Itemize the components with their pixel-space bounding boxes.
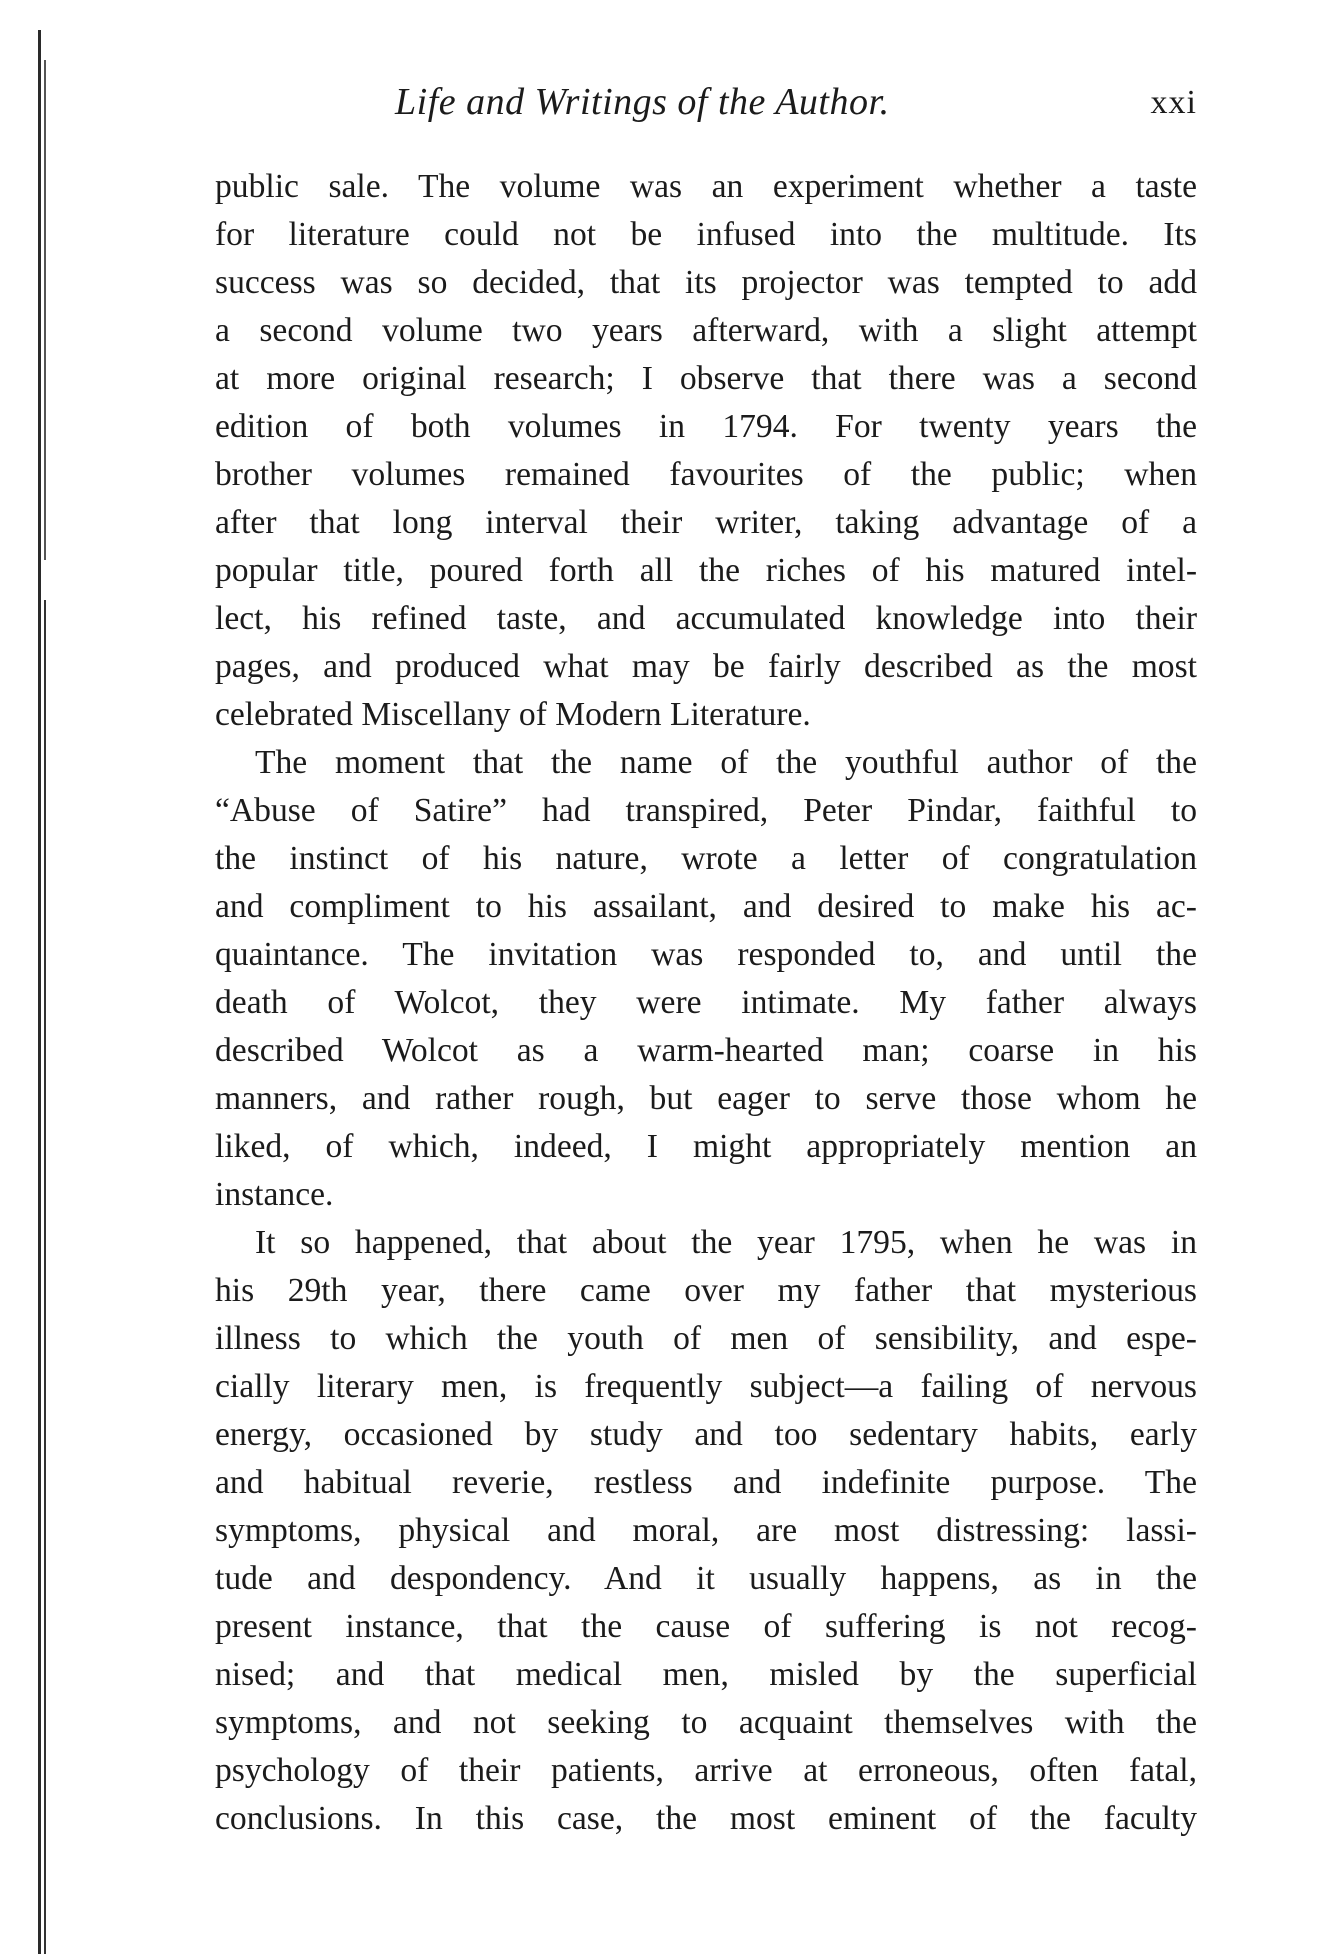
text-line: celebrated Miscellany of Modern Literature.	[215, 696, 811, 733]
text-line: psychology of their patients, arrive at erroneous, often fatal,	[215, 1752, 1197, 1789]
text-line: instance.	[215, 1176, 334, 1213]
text-line: The moment that the name of the youthful author of the	[255, 744, 1197, 781]
text-line: quaintance. The invitation was responded to, and until the	[215, 936, 1197, 973]
paragraph-3	[215, 1219, 1197, 1843]
text-line: conclusions. In this case, the most eminent of the faculty	[215, 1800, 1197, 1837]
text-line: lect, his refined taste, and accumulated knowledge into their	[215, 600, 1197, 637]
text-line: the instinct of his nature, wrote a letter of congratulation	[215, 840, 1197, 877]
text-line: his 29th year, there came over my father that mysterious	[215, 1272, 1197, 1309]
text-line: present instance, that the cause of suffering is not recog-	[215, 1608, 1197, 1645]
text-line: at more original research; I observe that there was a second	[215, 360, 1197, 397]
text-line: described Wolcot as a warm-hearted man; coarse in his	[215, 1032, 1197, 1069]
paragraph-1	[215, 163, 1197, 739]
text-line: popular title, poured forth all the riches of his matured intel-	[215, 552, 1197, 589]
text-line: and habitual reverie, restless and indefinite purpose. The	[215, 1464, 1197, 1501]
text-line: tude and despondency. And it usually happens, as in the	[215, 1560, 1197, 1597]
text-line: and compliment to his assailant, and desired to make his ac-	[215, 888, 1197, 925]
page-number: xxi	[1150, 84, 1197, 121]
text-line: symptoms, physical and moral, are most distressing: lassi-	[215, 1512, 1197, 1549]
text-line: “Abuse of Satire” had transpired, Peter Pindar, faithful to	[215, 792, 1197, 829]
text-line: a second volume two years afterward, with a slight attempt	[215, 312, 1197, 349]
page-gutter-shadow-upper	[44, 60, 46, 560]
text-line: It so happened, that about the year 1795, when he was in	[255, 1224, 1197, 1261]
body-text	[215, 163, 1197, 1843]
paragraph-2	[215, 739, 1197, 1219]
text-line: illness to which the youth of men of sensibility, and espe-	[215, 1320, 1197, 1357]
running-header	[215, 80, 1197, 130]
page-gutter-shadow-lower	[44, 600, 46, 1954]
page-gutter-edge	[38, 30, 41, 1954]
text-line: manners, and rather rough, but eager to serve those whom he	[215, 1080, 1197, 1117]
text-line: edition of both volumes in 1794. For twenty years the	[215, 408, 1197, 445]
text-line: pages, and produced what may be fairly described as the most	[215, 648, 1197, 685]
text-line: cially literary men, is frequently subject—a failing of nervous	[215, 1368, 1197, 1405]
text-line: brother volumes remained favourites of the public; when	[215, 456, 1197, 493]
running-title: Life and Writings of the Author.	[395, 81, 890, 123]
text-line: death of Wolcot, they were intimate. My father always	[215, 984, 1197, 1021]
text-line: for literature could not be infused into the multitude. Its	[215, 216, 1197, 253]
text-line: symptoms, and not seeking to acquaint themselves with the	[215, 1704, 1197, 1741]
text-line: liked, of which, indeed, I might appropriately mention an	[215, 1128, 1197, 1165]
text-line: energy, occasioned by study and too sedentary habits, early	[215, 1416, 1197, 1453]
text-line: success was so decided, that its projector was tempted to add	[215, 264, 1197, 301]
text-line: public sale. The volume was an experiment whether a taste	[215, 168, 1197, 205]
text-line: after that long interval their writer, taking advantage of a	[215, 504, 1197, 541]
text-line: nised; and that medical men, misled by the superficial	[215, 1656, 1197, 1693]
